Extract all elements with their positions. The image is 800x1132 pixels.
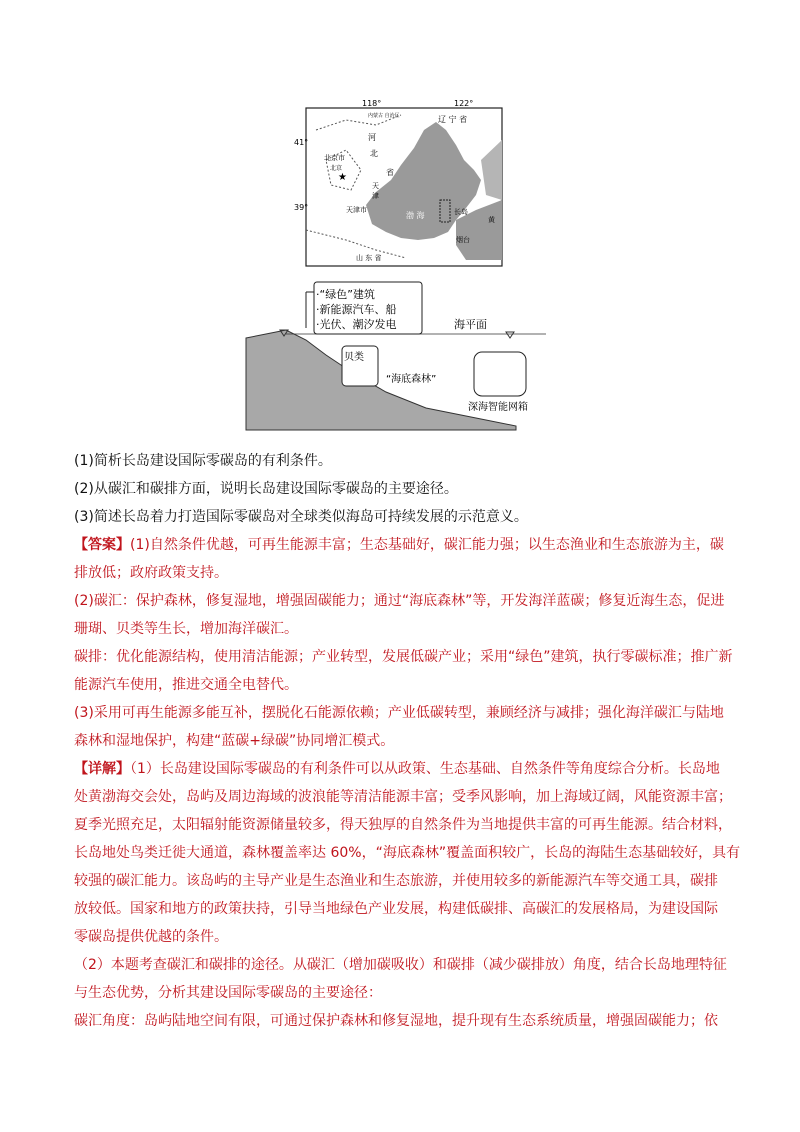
detail-line-10: 碳汇角度：岛屿陆地空间有限，可通过保护森林和修复湿地，提升现有生态系统质量，增强固碳能力；依 [74, 1013, 718, 1029]
detail-line-7: 零碳岛提供优越的条件。 [74, 929, 228, 945]
lat-label-41: 41° [294, 138, 309, 147]
deep-sea-cage-label: 深海智能网箱 [468, 402, 528, 413]
bohai-label: 渤 海 [406, 211, 425, 220]
shellfish-label: 贝类 [344, 352, 364, 363]
yantai-label: 烟台 [456, 236, 470, 244]
sea-level-label: 海平面 [454, 318, 487, 331]
detail-line-2: 处黄渤海交会处，岛屿及周边海域的波浪能等清洁能源丰富；受季风影响，加上海域辽阔，风能资源丰富； [74, 789, 732, 805]
lon-label-122: 122° [454, 99, 474, 108]
answer-label: 【答案】 [74, 537, 130, 553]
legend-green-building: ·“绿色”建筑 [316, 288, 375, 301]
hebei-label-2: 北 [370, 149, 378, 158]
lat-label-39: 39° [294, 203, 309, 212]
question-1: (1)简析长岛建设国际零碳岛的有利条件。 [74, 453, 332, 469]
shandong-label: 山 东 省 [356, 254, 382, 262]
tianjin-label-2: 津 [372, 192, 379, 200]
huang-sea-label: 黄 [488, 216, 495, 224]
answer-line-3: (2)碳汇：保护森林，修复湿地，增强固碳能力；通过“海底森林”等，开发海洋蓝碳；修复近海生态，促进 [74, 593, 725, 609]
hebei-label-3: 省 [386, 168, 394, 177]
tianjin-city-label: 天津市 [346, 206, 367, 214]
detail-line-5: 较强的碳汇能力。该岛屿的主导产业是生态渔业和生态旅游，并使用较多的新能源汽车等交通工具，碳排 [74, 873, 718, 889]
detail-line-8: （2）本题考查碳汇和碳排的途径。从碳汇（增加碳吸收）和碳排（减少碳排放）角度，结合长岛地理特征 [74, 957, 727, 973]
detail-line-9: 与生态优势，分析其建设国际零碳岛的主要途径： [74, 985, 382, 1001]
changdao-label: 长岛 [454, 208, 468, 216]
detail-label: 【详解】 [74, 761, 130, 777]
question-2: (2)从碳汇和碳排方面，说明长岛建设国际零碳岛的主要途径。 [74, 481, 458, 497]
seabed-forest-label: “海底森林” [386, 374, 437, 385]
legend-ev: ·新能源汽车、船 [316, 303, 397, 316]
answer-line-4: 珊瑚、贝类等生长，增加海洋碳汇。 [74, 621, 298, 637]
location-map [294, 99, 504, 268]
liaoning-label: 辽 宁 省 [438, 115, 468, 124]
answer-line-2: 排放低；政府政策支持。 [74, 565, 228, 581]
answer-line-6: 能源汽车使用，推进交通全电替代。 [74, 677, 298, 693]
answer-line-1: 【答案】(1)自然条件优越，可再生能源丰富；生态基础好，碳汇能力强；以生态渔业和生态旅游为主，碳 [74, 537, 724, 553]
detail-line-3: 夏季光照充足，太阳辐射能资源储量较多，得天独厚的自然条件为当地提供丰富的可再生能源。结合材料， [74, 817, 732, 833]
answer-line-7: (3)采用可再生能源多能互补，摆脱化石能源依赖；产业低碳转型，兼顾经济与减排；强化海洋碳汇与陆地 [74, 705, 724, 721]
detail-line-4: 长岛地处鸟类迁徙大通道，森林覆盖率达 60%，“海底森林”覆盖面积较广，长岛的海陆生态基础较好，具有 [74, 845, 741, 861]
detail-line-1: 【详解】（1）长岛建设国际零碳岛的有利条件可以从政策、生态基础、自然条件等角度综合分析。长岛地 [74, 761, 720, 777]
hebei-label-1: 河 [368, 133, 376, 142]
answer-line-8: 森林和湿地保护，构建“蓝碳+绿碳”协同增汇模式。 [74, 733, 395, 749]
answer-line-5: 碳排：优化能源结构，使用清洁能源；产业转型，发展低碳产业；采用“绿色”建筑，执行零碳标准；推广新 [74, 649, 733, 665]
capital-star-icon: ★ [338, 172, 347, 183]
legend-solar: ·光伏、潮汐发电 [316, 318, 397, 331]
inner-mongolia-label: 内蒙古 自治区 [368, 113, 400, 119]
question-3: (3)简述长岛着力打造国际零碳岛对全球类似海岛可持续发展的示范意义。 [74, 509, 528, 525]
detail-line-6: 放较低。国家和地方的政策扶持，引导当地绿色产业发展，构建低碳排、高碳汇的发展格局，为建设国际 [74, 901, 718, 917]
beijing-label: 北京市 [324, 154, 345, 162]
tianjin-label-1: 天 [372, 182, 379, 190]
beijing-city-label: 北京 [330, 165, 343, 172]
island-profile-diagram [246, 280, 564, 430]
lon-label-118: 118° [362, 99, 382, 108]
